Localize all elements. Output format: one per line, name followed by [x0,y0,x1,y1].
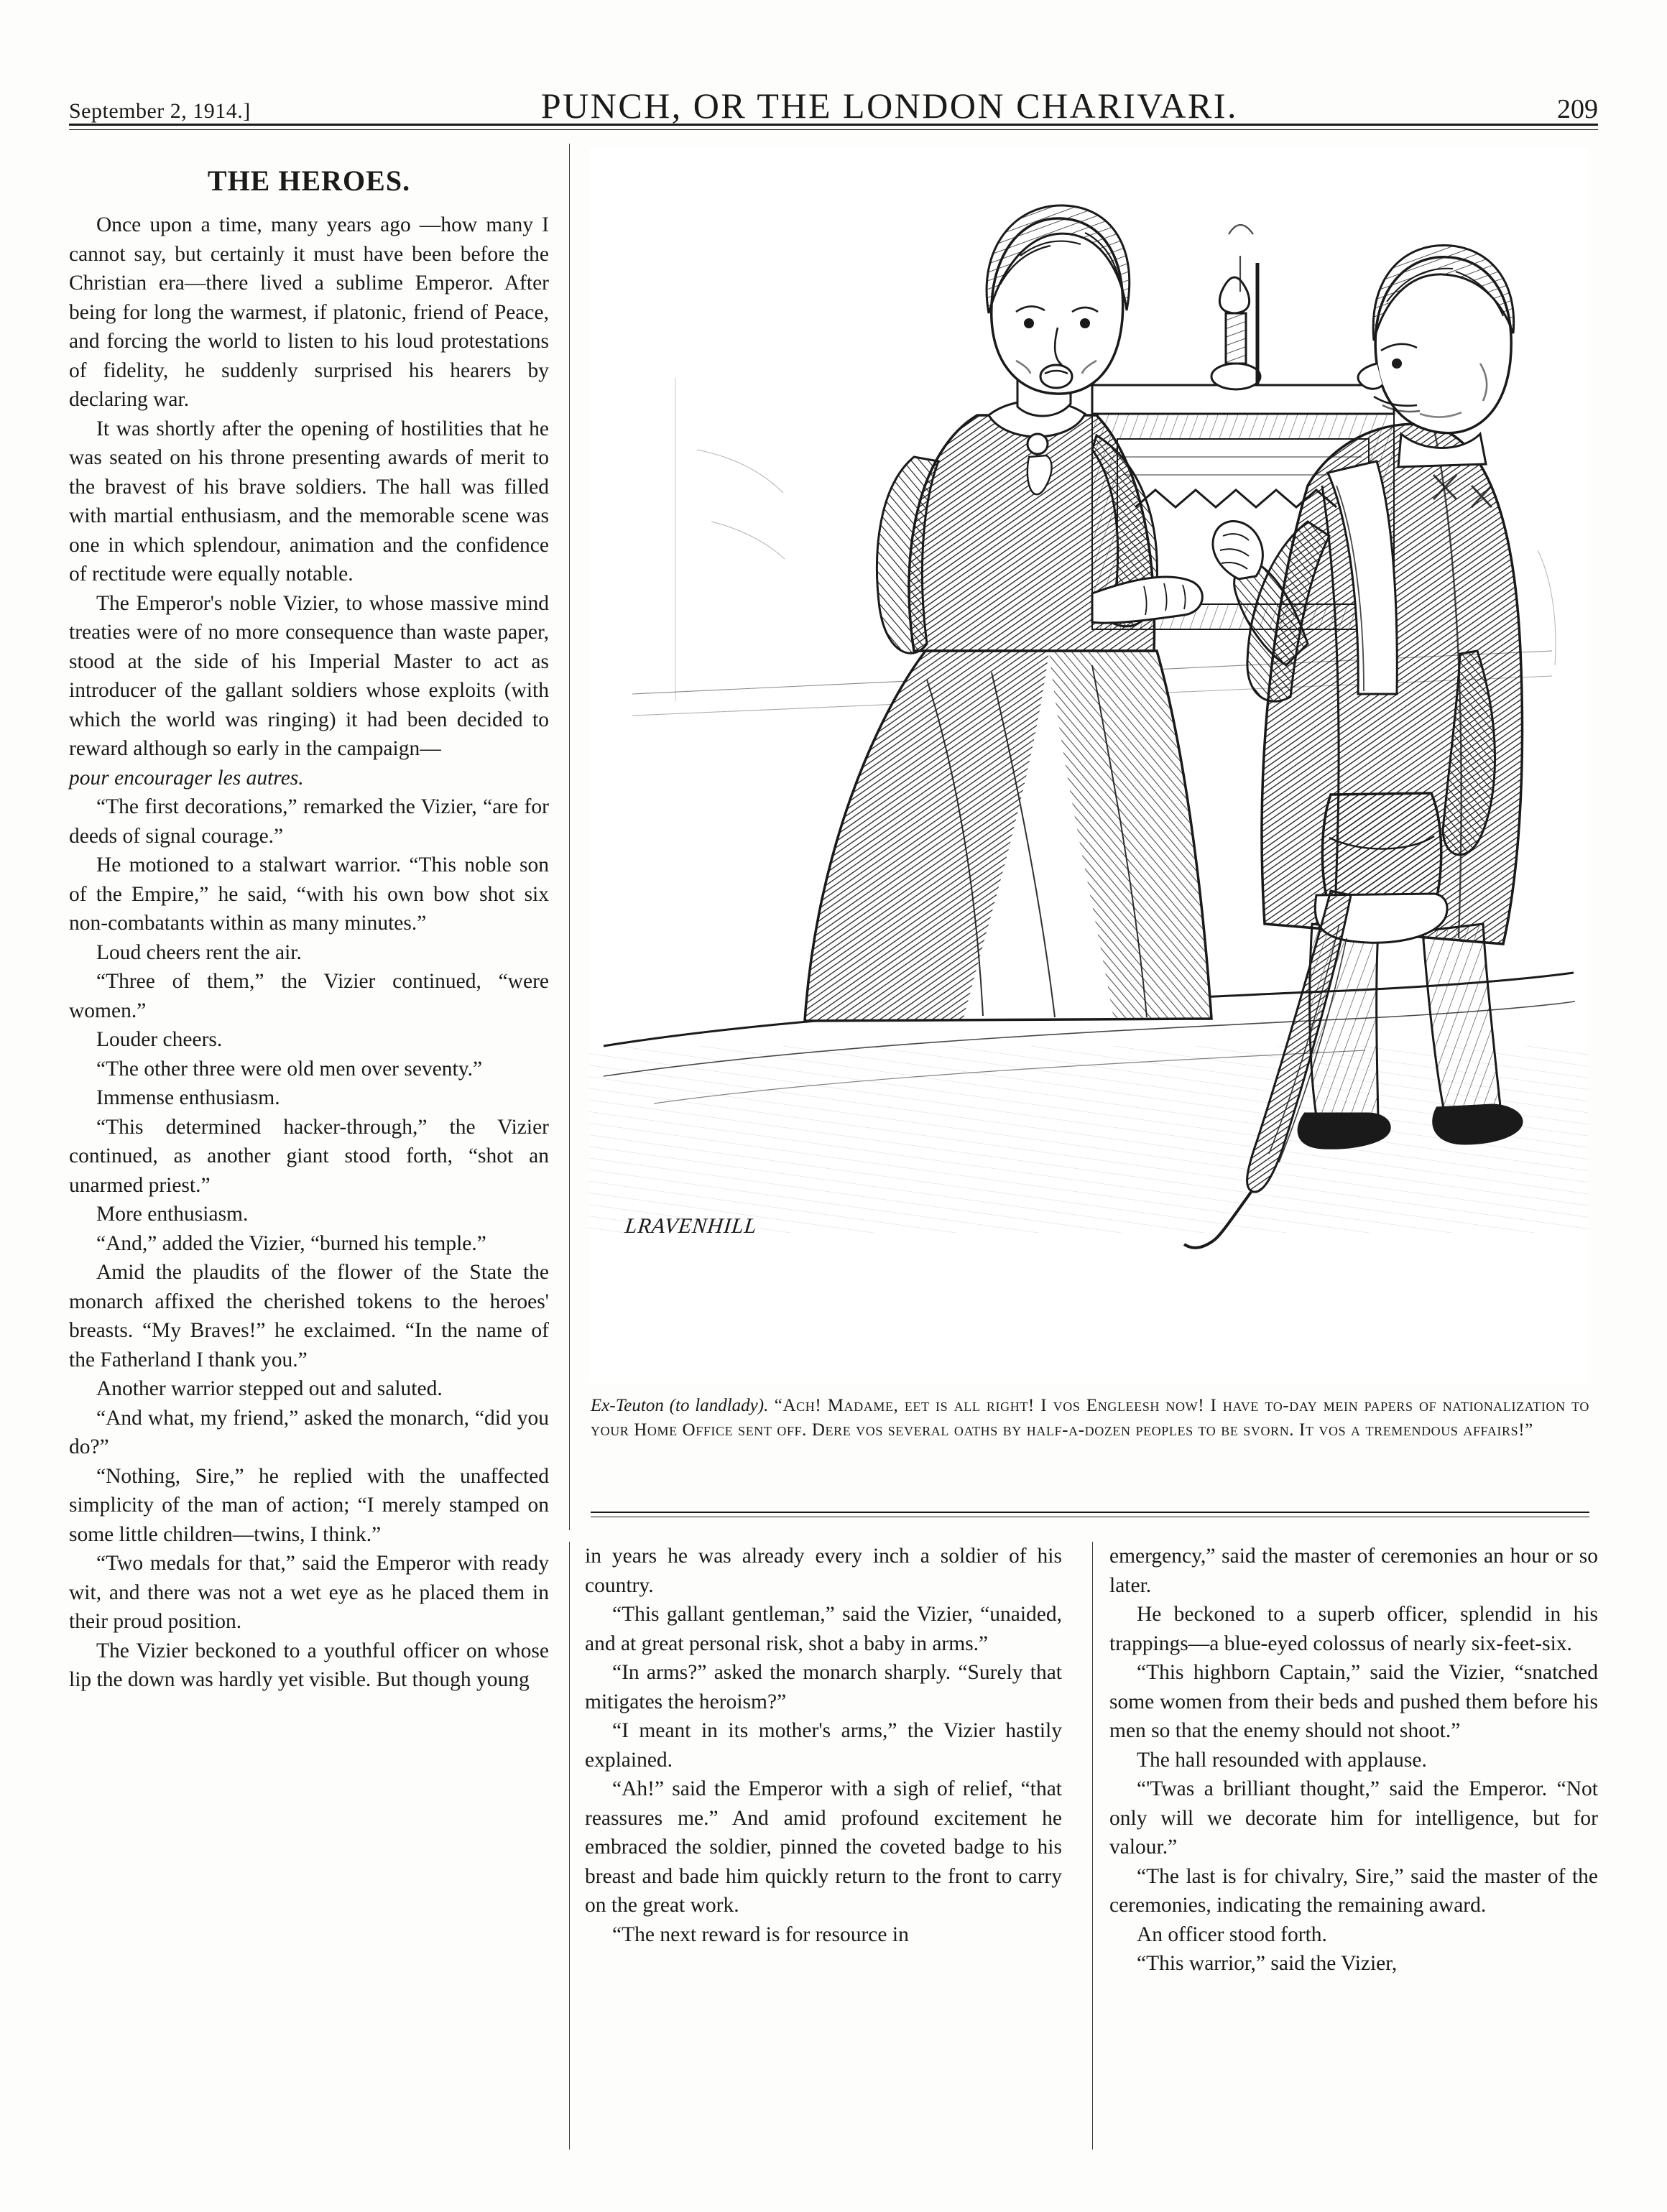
article-paragraph: “This warrior,” said the Vizier, [1137,1952,1398,1975]
cartoon-drawing [589,148,1588,1384]
issue-date: September 2, 1914.] [69,99,251,123]
article-paragraph: The hall resounded with applause. [1137,1748,1427,1772]
article-paragraph: Once upon a time, many years ago —how many I cannot say, but certainly it must have been before the Christian era—there lived a sublime Emperor. After being for long the warmest, if platonic, friend of Peace, and forcing the world to listen to his loud protestations of fidelity, he suddenly surprised his hearers by declaring war. [69,213,549,411]
article-paragraph: “The next reward is for resource in [612,1922,909,1946]
cartoon-caption [591,1394,1589,1443]
page-content [69,144,1598,2148]
article-paragraph: “The last is for chivalry, Sire,” said the master of the ceremonies, indicating the remaining award. [1109,1864,1598,1917]
publication-title: PUNCH, OR THE LONDON CHARIVARI. [540,85,1238,126]
article-paragraph: Louder cheers. [96,1028,223,1051]
article-paragraph: He beckoned to a superb officer, splendid in his trappings—a blue-eyed colossus of nearly six-feet-six. [1109,1603,1598,1655]
caption-rule [591,1512,1589,1513]
article-paragraph: “The first decorations,” remarked the Vizier, “are for deeds of signal courage.” [69,795,549,848]
article-paragraph: Immense enthusiasm. [96,1086,280,1109]
page-number: 209 [1557,94,1598,124]
article-paragraph: “And what, my friend,” asked the monarch, “did you do?” [69,1406,549,1458]
article-paragraph: “In arms?” asked the monarch sharply. “Surely that mitigates the heroism?” [585,1661,1062,1713]
article-paragraph: emergency,” said the master of ceremonies an hour or so later. [1109,1545,1598,1597]
article-paragraph: Amid the plaudits of the flower of the State the monarch affixed the cherished tokens to the heroes' breasts. “My Braves!” he exclaimed. “In the name of the Fatherland I thank you.” [69,1261,549,1371]
article-paragraph: More enthusiasm. [96,1203,249,1226]
column-divider-2 [569,1542,570,2149]
article-column-right [1101,1542,1598,1979]
caption-speaker: Ex-Teuton (to landlady). [591,1396,769,1415]
column-divider-3 [1092,1542,1093,2149]
masthead-rule-thin [69,129,1598,130]
masthead [69,85,1598,126]
article-paragraph: “Ah!” said the Emperor with a sigh of relief, “that reassures me.” And amid profound excitement he embraced the soldier, pinned the coveted badge to his breast and bade him quickly return to the front to carry on the great work. [585,1777,1062,1917]
article-paragraph: The Vizier beckoned to a youthful officer on whose lip the down was hardly yet visible. But though young [69,1639,549,1691]
article-column-left [69,154,565,1695]
caption-text: “Ach! Madame, eet is all right! I vos Engleesh now! I have to-day mein papers of nationalization to your Home Office sent off. Dere vos several oaths by half-a-dozen peoples to be svorn. It vos a tremendous affairs!” [591,1396,1589,1440]
article-paragraph: It was shortly after the opening of hostilities that he was seated on his throne presenting awards of merit to the bravest of his brave soldiers. The hall was filled with martial enthusiasm, and the memorable scene was one in which splendour, animation and the confidence of rectitude were equally notable. [69,417,549,586]
article-paragraph: “This gallant gentleman,” said the Vizier, “unaided, and at great personal risk, shot a baby in arms.” [585,1603,1062,1655]
masthead-rule [69,124,1598,126]
artist-signature: LRAVENHILL [624,1214,759,1238]
article-paragraph: “The other three were old men over seventy.” [96,1057,483,1080]
article-paragraph: “Three of them,” the Vizier continued, “were women.” [69,970,549,1022]
article-paragraph: “I meant in its mother's arms,” the Vizier hastily explained. [585,1719,1062,1772]
article-paragraph: “Nothing, Sire,” he replied with the unaffected simplicity of the man of action; “I merely stamped on some little children—twins, I think.” [69,1464,549,1546]
cartoon-block [582,144,1598,1530]
article-paragraph: “This highborn Captain,” said the Vizier, “snatched some women from their beds and pushed them before his men so that the enemy should not shoot.” [1109,1661,1598,1742]
article-paragraph-italic: pour encourager les autres. [69,766,304,790]
article-paragraph: Loud cheers rent the air. [96,940,302,964]
article-paragraph: “'Twas a brilliant thought,” said the Emperor. “Not only will we decorate him for intelligence, but for valour.” [1109,1777,1598,1859]
article-paragraph: He motioned to a stalwart warrior. “This noble son of the Empire,” he said, “with his own bow shot six non-combatants within as many minutes.” [69,853,549,935]
cartoon-illustration [589,148,1588,1384]
article-paragraph: in years he was already every inch a soldier of his country. [585,1545,1062,1597]
article-title: THE HEROES. [207,165,411,197]
article-paragraph: “And,” added the Vizier, “burned his temple.” [96,1231,486,1255]
article-paragraph: Another warrior stepped out and saluted. [96,1377,443,1400]
article-paragraph: An officer stood forth. [1137,1922,1327,1946]
article-paragraph: “Two medals for that,” said the Emperor with ready wit, and there was not a wet eye as he placed them in their proud position. [69,1552,549,1633]
article-paragraph: The Emperor's noble Vizier, to whose massive mind treaties were of no more consequence than waste paper, stood at the side of his Imperial Master to act as introducer of the gallant soldiers whose exploits (with which the world was ringing) it had been decided to reward although so early in the campaign— [69,591,549,760]
column-divider-1 [569,144,570,1530]
article-paragraph: “This determined hacker-through,” the Vizier continued, as another giant stood forth, “shot an unarmed priest.” [69,1115,549,1197]
article-column-middle [582,1542,1078,1949]
